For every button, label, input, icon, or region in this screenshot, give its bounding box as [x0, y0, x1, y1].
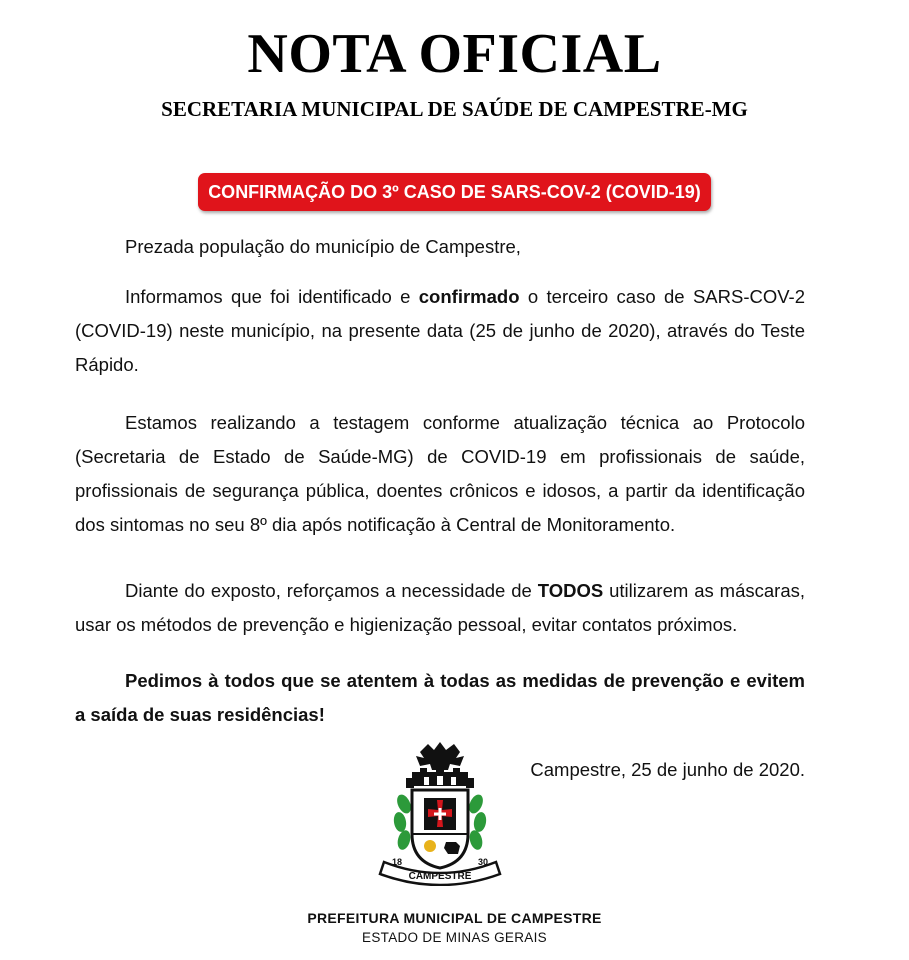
p2-text-end: o terceiro caso de SARS-COV-2 (COVID-19) neste município, na presente data (25 de junho de 2020), através do Teste Rápido.: [75, 286, 805, 375]
banner-container: [0, 173, 909, 211]
alert-banner: CONFIRMAÇÃO DO 3º CASO DE SARS-COV-2 (COVID-19): [198, 173, 711, 211]
p2-bold-word: confirmado: [418, 286, 520, 307]
p2-text-start: Informamos que foi identificado e: [125, 286, 419, 307]
p4-text-start: Diante do exposto, reforçamos a necessidade de: [125, 580, 538, 601]
sun-icon: [424, 840, 436, 852]
page-title: NOTA OFICIAL: [247, 23, 662, 85]
p4-bold-word: TODOS: [537, 580, 604, 601]
page-subtitle: SECRETARIA MUNICIPAL DE SAÚDE DE CAMPESTRE-MG: [161, 97, 748, 121]
cross-icon: [424, 798, 456, 830]
footer-prefeitura: PREFEITURA MUNICIPAL DE CAMPESTRE: [307, 910, 602, 926]
testing-text: Estamos realizando a testagem conforme atualização técnica ao Protocolo (Secretaria de Estado de Saúde-MG) de COVID-19 em profissionais de saúde, profissionais de segurança pública, doentes crônicos e idosos, a partir da identificação dos sintomas no seu 8º dia após notificação à Central de Monitoramento.: [75, 412, 805, 535]
appeal-text: Pedimos à todos que se atentem à todas as medidas de prevenção e evitem a saída de suas residências!: [75, 670, 805, 725]
year-left-text: 18: [392, 857, 403, 867]
coat-of-arms-emblem: [376, 738, 504, 886]
eagle-crest-icon: [416, 742, 464, 770]
prevention-paragraph: [75, 574, 805, 658]
greeting-text: Prezada população do município de Campestre,: [125, 236, 521, 257]
date-line: Campestre, 25 de junho de 2020.: [530, 759, 805, 780]
footer-estado: ESTADO DE MINAS GERAIS: [362, 930, 547, 945]
confirmation-paragraph: [75, 280, 805, 398]
testing-paragraph: [75, 406, 805, 558]
greeting-paragraph: [75, 230, 805, 280]
ribbon-text: CAMPESTRE: [408, 871, 472, 882]
appeal-paragraph: [75, 664, 805, 748]
p4-text-end: utilizarem as máscaras, usar os métodos de prevenção e higienização pessoal, evitar contatos próximos.: [75, 580, 806, 635]
year-right-text: 30: [478, 857, 489, 867]
